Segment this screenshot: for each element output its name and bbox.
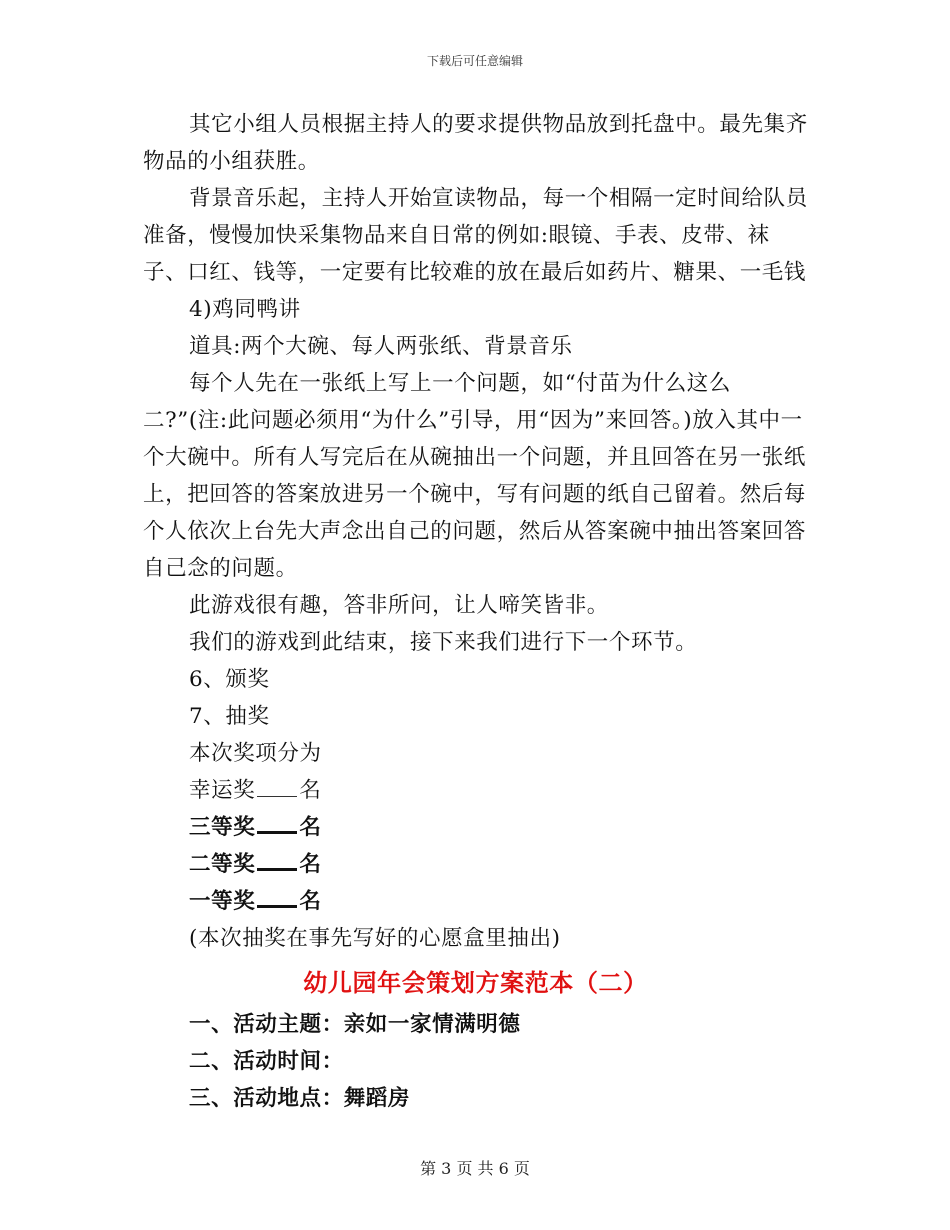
prize-third [143,809,808,846]
fill-blank [257,774,297,797]
prize-label: 幸运奖 [189,778,256,803]
game-heading: 4)鸡同鸭讲 [189,297,301,322]
paragraph: 道具:两个大碗、每人两张纸、背景音乐 [189,334,573,359]
paragraph: 本次奖项分为 [189,741,322,766]
page-footer: 第 3 页 共 6 页 [420,1159,530,1178]
page-header: 下载后可任意编辑 [426,54,523,68]
prize-lucky [143,772,808,809]
fill-blank [257,809,297,834]
prize-second [143,846,808,883]
section-heading-award: 6、颁奖 [189,667,270,692]
prize-suffix: 名 [299,852,322,877]
fill-blank [257,846,297,871]
prize-suffix: 名 [299,889,322,914]
section-heading-lottery: 7、抽奖 [189,704,270,729]
prize-suffix: 名 [299,778,322,803]
section-title: 幼儿园年会策划方案范本（二） [303,969,648,997]
prize-label: 三等奖 [189,815,256,840]
activity-theme: 一、活动主题：亲如一家情满明德 [189,1012,521,1037]
activity-time: 二、活动时间： [189,1049,344,1074]
paragraph: 每个人先在一张纸上写上一个问题，如“付苗为什么这么二?”(注:此问题必须用“为什么”引导，用“因为”来回答。)放入其中一个大碗中。所有人写完后在从碗抽出一个问题，并且回答在另一张纸上，把回答的答案放进另一个碗中，写有问题的纸自己留着。然后每个人依次上台先大声念出自己的问题，然后从答案碗中抽出答案回答自己念的问题。 [143,371,807,581]
paragraph: 其它小组人员根据主持人的要求提供物品放到托盘中。最先集齐物品的小组获胜。 [143,112,808,174]
paragraph: 背景音乐起，主持人开始宣读物品，每一个相隔一定时间给队员准备，慢慢加快采集物品来自日常的例如:眼镜、手表、皮带、袜子、口红、钱等，一定要有比较难的放在最后如药片、糖果、一毛钱 [143,186,808,285]
prize-label: 二等奖 [189,852,256,877]
prize-first [143,883,808,920]
fill-blank [257,883,297,908]
prize-note: (本次抽奖在事先写好的心愿盒里抽出) [189,926,561,951]
document-body [143,106,808,1117]
activity-place: 三、活动地点：舞蹈房 [189,1086,411,1111]
paragraph: 我们的游戏到此结束，接下来我们进行下一个环节。 [189,630,698,655]
prize-suffix: 名 [299,815,322,840]
paragraph: 此游戏很有趣，答非所问，让人啼笑皆非。 [189,593,609,618]
prize-label: 一等奖 [189,889,256,914]
